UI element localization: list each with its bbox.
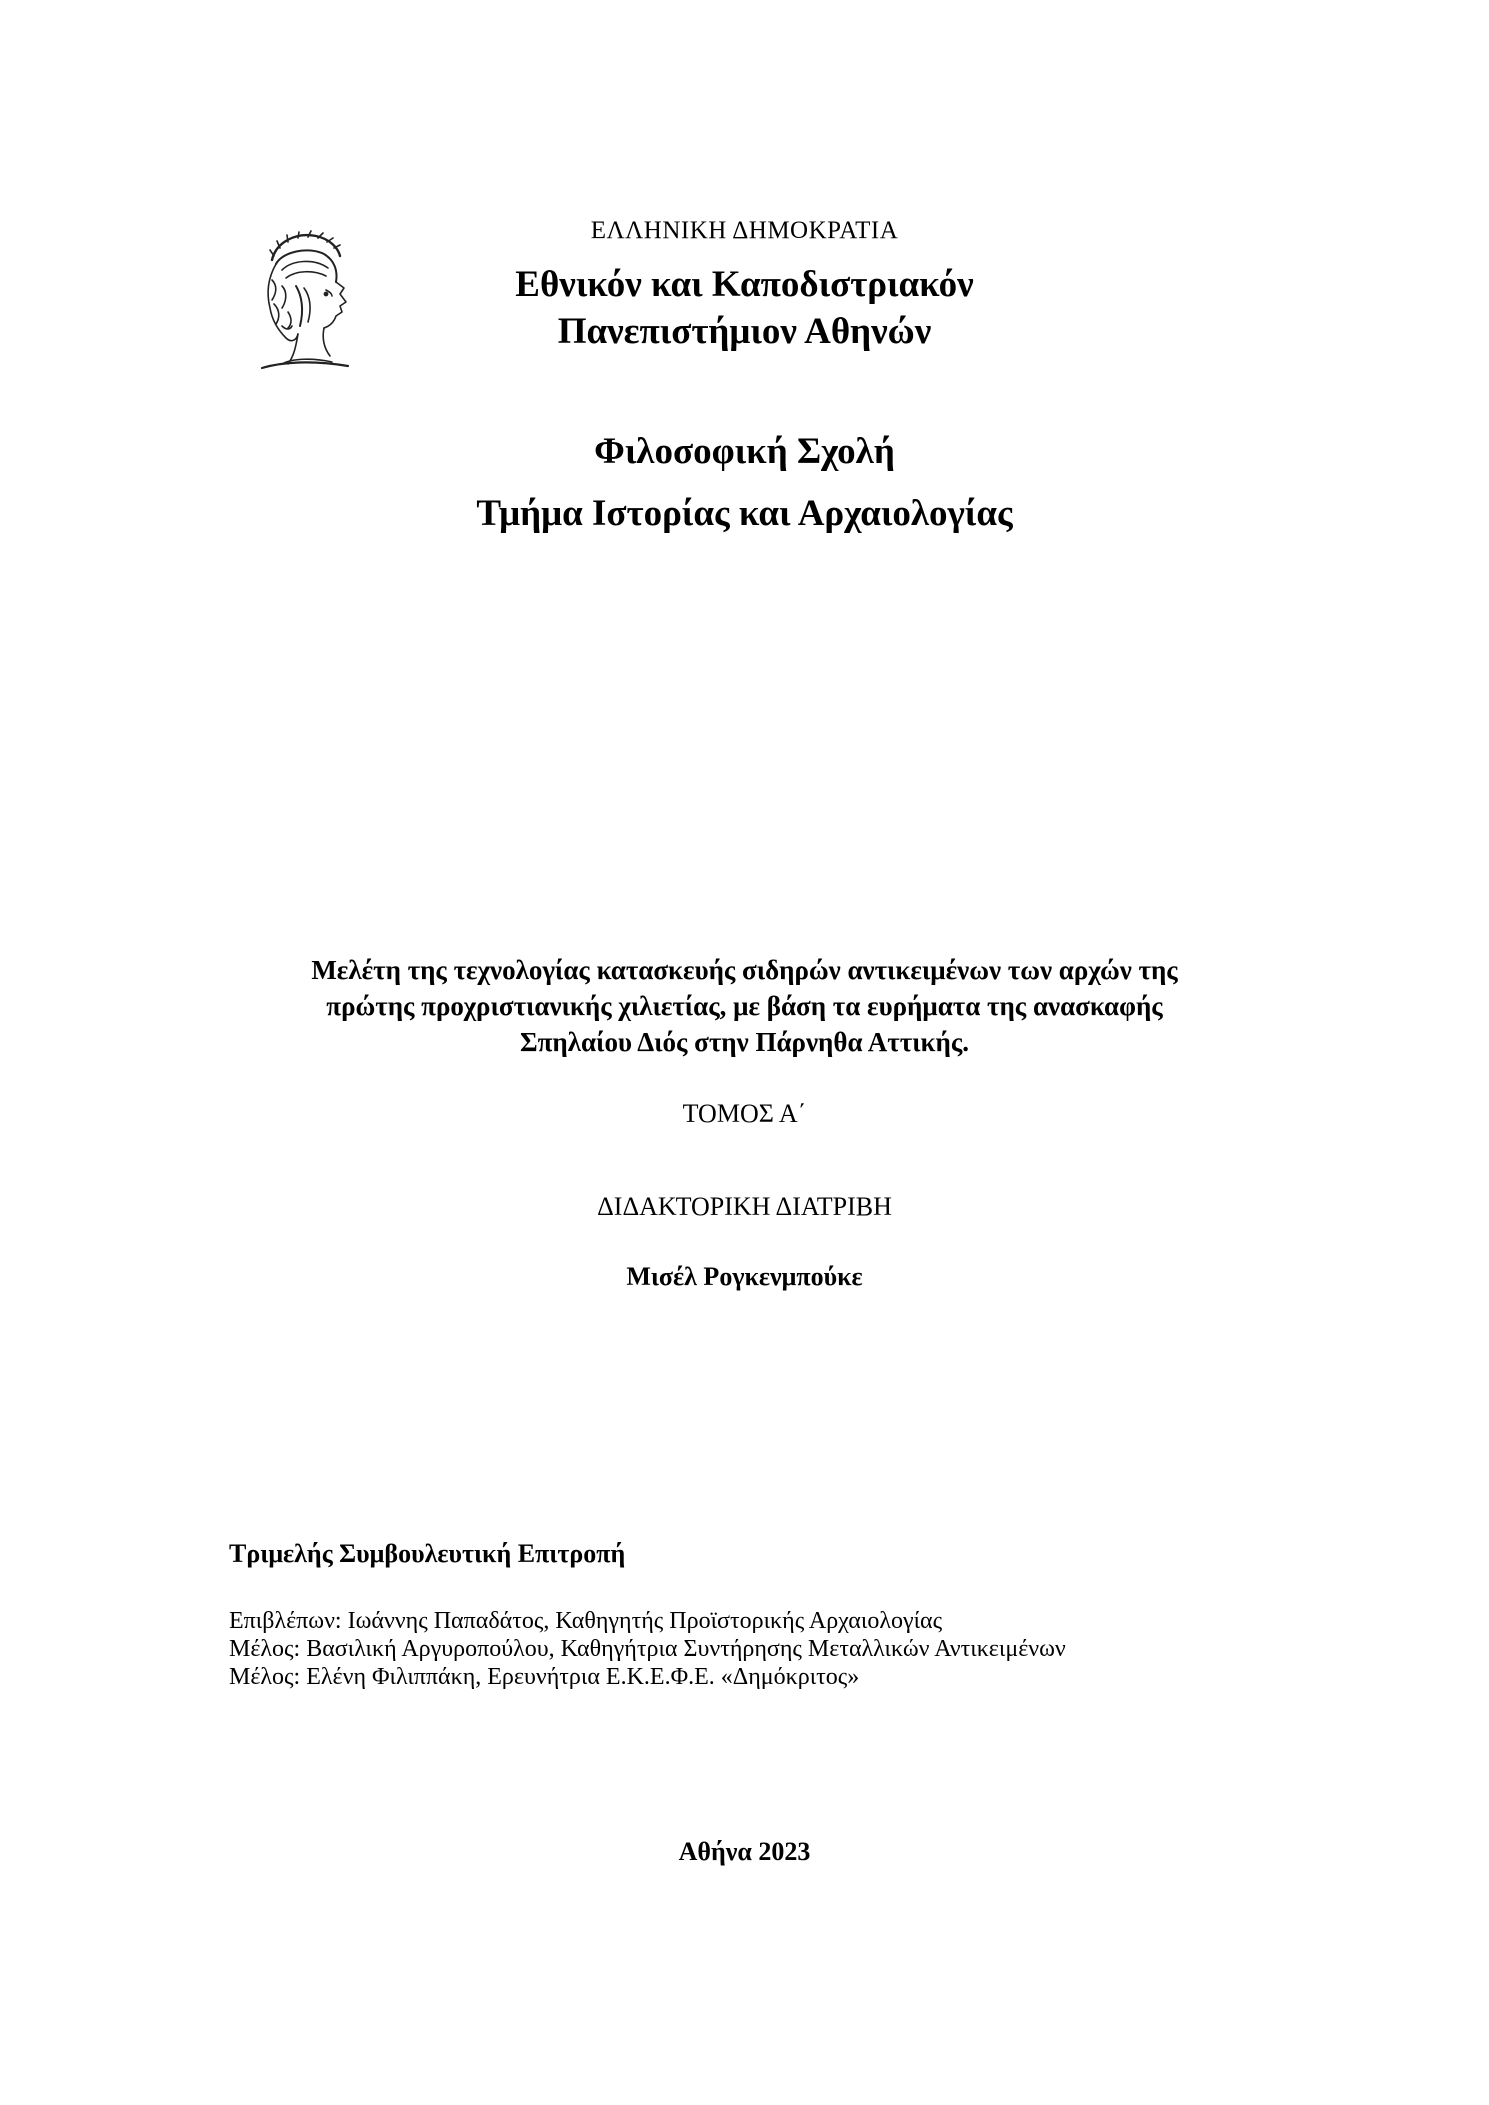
thesis-title-line: Μελέτη της τεχνολογίας κατασκευής σιδηρών αντικειμένων των αρχών της bbox=[311, 955, 1178, 985]
university-name-line-1: Εθνικόν και Καποδιστριακόν bbox=[515, 264, 974, 305]
committee-member: Μέλος: Ελένη Φιλιππάκη, Ερευνήτρια Ε.Κ.Ε.Φ.Ε. «Δημόκριτος» bbox=[229, 1664, 860, 1690]
department-name: Τμήμα Ιστορίας και Αρχαιολογίας bbox=[476, 493, 1013, 534]
thesis-title bbox=[0, 952, 1489, 1060]
republic-label: ΕΛΛΗΝΙΚΗ ΔΗΜΟΚΡΑΤΙΑ bbox=[590, 217, 899, 244]
school-name: Φιλοσοφική Σχολή bbox=[594, 431, 895, 472]
author-name: Μισέλ Ρογκενμπούκε bbox=[626, 1262, 863, 1291]
committee-member: Μέλος: Βασιλική Αργυροπούλου, Καθηγήτρια Συντήρησης Μεταλλικών Αντικειμένων bbox=[229, 1636, 1066, 1662]
volume-label: ΤΟΜΟΣ Α΄ bbox=[682, 1099, 807, 1128]
committee-members bbox=[229, 1607, 1066, 1691]
committee-heading: Τριμελής Συμβουλευτική Επιτροπή bbox=[229, 1539, 626, 1568]
university-name-line-2: Πανεπιστήμιον Αθηνών bbox=[557, 311, 932, 352]
thesis-title-line: Σπηλαίου Διός στην Πάρνηθα Αττικής. bbox=[519, 1027, 970, 1057]
place-and-year: Αθήνα 2023 bbox=[678, 1837, 811, 1866]
document-type: ΔΙΔΑΚΤΟΡΙΚΗ ΔΙΑΤΡΙΒΗ bbox=[597, 1192, 892, 1221]
committee-member: Επιβλέπων: Ιωάννης Παπαδάτος, Καθηγητής Προϊστορικής Αρχαιολογίας bbox=[229, 1608, 943, 1634]
thesis-title-line: πρώτης προχριστιανικής χιλιετίας, με βάση τα ευρήματα της ανασκαφής bbox=[326, 991, 1163, 1021]
